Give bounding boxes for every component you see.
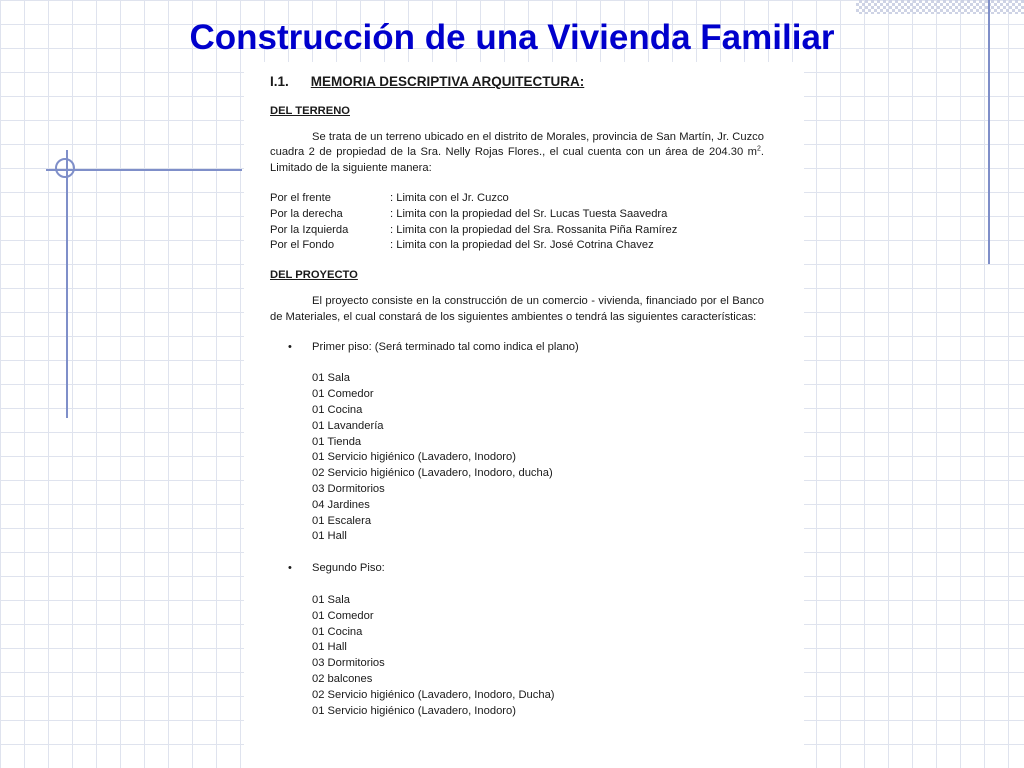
- proyecto-paragraph: El proyecto consiste en la construcción de un comercio - vivienda, financiado por el Banco de Materiales, el cual constará de los siguientes ambientes o tendrá las siguientes características:: [270, 294, 764, 323]
- boundary-text: : Limita con la propiedad del Sra. Rossanita Piña Ramírez: [390, 223, 678, 236]
- decorative-horizontal-line-left: [46, 169, 242, 171]
- decorative-vertical-line-left: [66, 150, 68, 418]
- section-proyecto-title: DEL PROYECTO: [270, 269, 358, 282]
- room-item: 01 Hall: [312, 530, 347, 543]
- terreno-paragraph-text: Se trata de un terreno ubicado en el distrito de Morales, provincia de San Martín, Jr. Cuzco cuadra 2 de propiedad de la Sra. Nelly Rojas Flores., el cual cuenta con un área de 204.30 m: [270, 130, 764, 159]
- floor-2-rooms-list: [312, 593, 764, 719]
- decorative-circle-icon: [55, 158, 75, 178]
- room-item: 01 Sala: [312, 372, 350, 385]
- boundary-row: [270, 191, 764, 207]
- section-terreno-title: DEL TERRENO: [270, 104, 350, 117]
- room-item: 01 Servicio higiénico (Lavadero, Inodoro): [312, 451, 516, 464]
- room-item: 01 Lavandería: [312, 419, 384, 432]
- boundaries-list: [270, 191, 764, 254]
- room-item: 01 Cocina: [312, 403, 363, 416]
- boundary-text: : Limita con el Jr. Cuzco: [390, 191, 509, 204]
- bullet-icon: •: [288, 562, 292, 575]
- terreno-paragraph: [270, 130, 764, 177]
- boundary-text: : Limita con la propiedad del Sr. José Cotrina Chavez: [390, 239, 654, 252]
- room-item: 02 Servicio higiénico (Lavadero, Inodoro, Ducha): [312, 688, 555, 701]
- floor-1-bullet: [288, 340, 764, 356]
- room-item: 04 Jardines: [312, 498, 370, 511]
- heading-number: I.1.: [270, 74, 289, 89]
- room-item: 01 Tienda: [312, 435, 362, 448]
- boundary-row: [270, 207, 764, 223]
- terreno-paragraph-end: . Limitado de la siguiente manera:: [270, 146, 764, 175]
- room-item: 01 Hall: [312, 641, 347, 654]
- boundary-label: Por la Izquierda: [270, 223, 349, 236]
- boundary-row: [270, 238, 764, 254]
- room-item: 03 Dormitorios: [312, 482, 385, 495]
- bullet-icon: •: [288, 340, 292, 353]
- room-item: 01 Cocina: [312, 625, 363, 638]
- checker-pattern-decoration: [856, 0, 1024, 14]
- boundary-row: [270, 223, 764, 239]
- boundary-text: : Limita con la propiedad del Sr. Lucas Tuesta Saavedra: [390, 207, 668, 220]
- room-item: 01 Comedor: [312, 609, 374, 622]
- document-heading: [270, 74, 764, 90]
- floor-1-label: Primer piso: (Será terminado tal como indica el plano): [312, 340, 579, 353]
- boundary-label: Por el Fondo: [270, 239, 335, 252]
- room-item: 02 balcones: [312, 672, 373, 685]
- slide-title: Construcción de una Vivienda Familiar: [189, 18, 835, 57]
- floor-2-label: Segundo Piso:: [312, 562, 385, 575]
- room-item: 03 Dormitorios: [312, 657, 385, 670]
- floor-2-bullet: [288, 561, 764, 577]
- room-item: 01 Sala: [312, 593, 350, 606]
- terreno-paragraph-superscript: 2: [756, 145, 761, 153]
- room-item: 01 Servicio higiénico (Lavadero, Inodoro): [312, 704, 516, 717]
- room-item: 01 Escalera: [312, 514, 372, 527]
- floor-1-rooms-list: [312, 371, 764, 545]
- room-item: 02 Servicio higiénico (Lavadero, Inodoro, ducha): [312, 467, 553, 480]
- boundary-label: Por la derecha: [270, 207, 343, 220]
- boundary-label: Por el frente: [270, 191, 331, 204]
- spacer: [270, 545, 764, 561]
- heading-title: MEMORIA DESCRIPTIVA ARQUITECTURA:: [310, 74, 585, 89]
- document-image: [244, 62, 804, 768]
- room-item: 01 Comedor: [312, 388, 374, 401]
